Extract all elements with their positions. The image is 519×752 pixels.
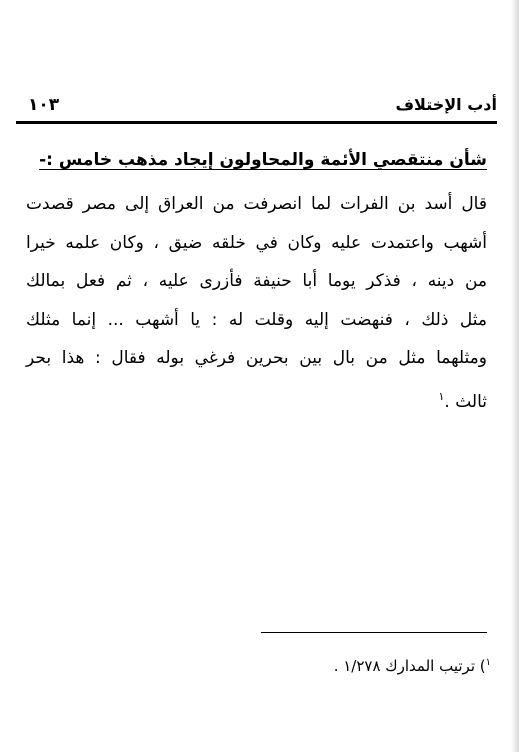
body-line-last xyxy=(26,378,487,422)
footnote-separator xyxy=(261,632,487,633)
footnote-reference: ١ xyxy=(438,389,445,403)
body-line-last-text: ثالث . xyxy=(444,391,487,412)
header-title: أدب الإختلاف xyxy=(395,95,497,114)
page-number: ١٠٣ xyxy=(28,95,60,115)
section-heading: شأن منتقصي الأئمة والمحاولون إيجاد مذهب خامس :- xyxy=(39,150,487,170)
body-line: قال أسد بن الفرات لما انصرفت من العراق إلى مصر قصدت xyxy=(26,194,487,214)
footnote-marker: ١ xyxy=(485,657,491,668)
body-line: ومثلهما مثل من بال بين بحرين فرغي بوله فقال : هذا بحر xyxy=(26,348,487,368)
running-header xyxy=(16,92,497,118)
scan-edge-shadow xyxy=(511,0,519,752)
body-line: من دينه ، فذكر يوما أبا حنيفة فأزرى عليه ، ثم فعل بمالك xyxy=(26,271,487,291)
header-rule xyxy=(16,121,497,124)
footnote-text: ) ترتيب المدارك ١/٢٧٨ . xyxy=(333,657,486,675)
body-line: مثل ذلك ، فنهضت إليه وقلت له : يا أشهب ... إنما مثلك xyxy=(26,309,487,330)
body-line: أشهب واعتمدت عليه وكان في خلقه ضيق ، وكان علمه خيرا xyxy=(26,232,487,253)
body-paragraph xyxy=(26,185,487,421)
footnote xyxy=(334,652,491,677)
